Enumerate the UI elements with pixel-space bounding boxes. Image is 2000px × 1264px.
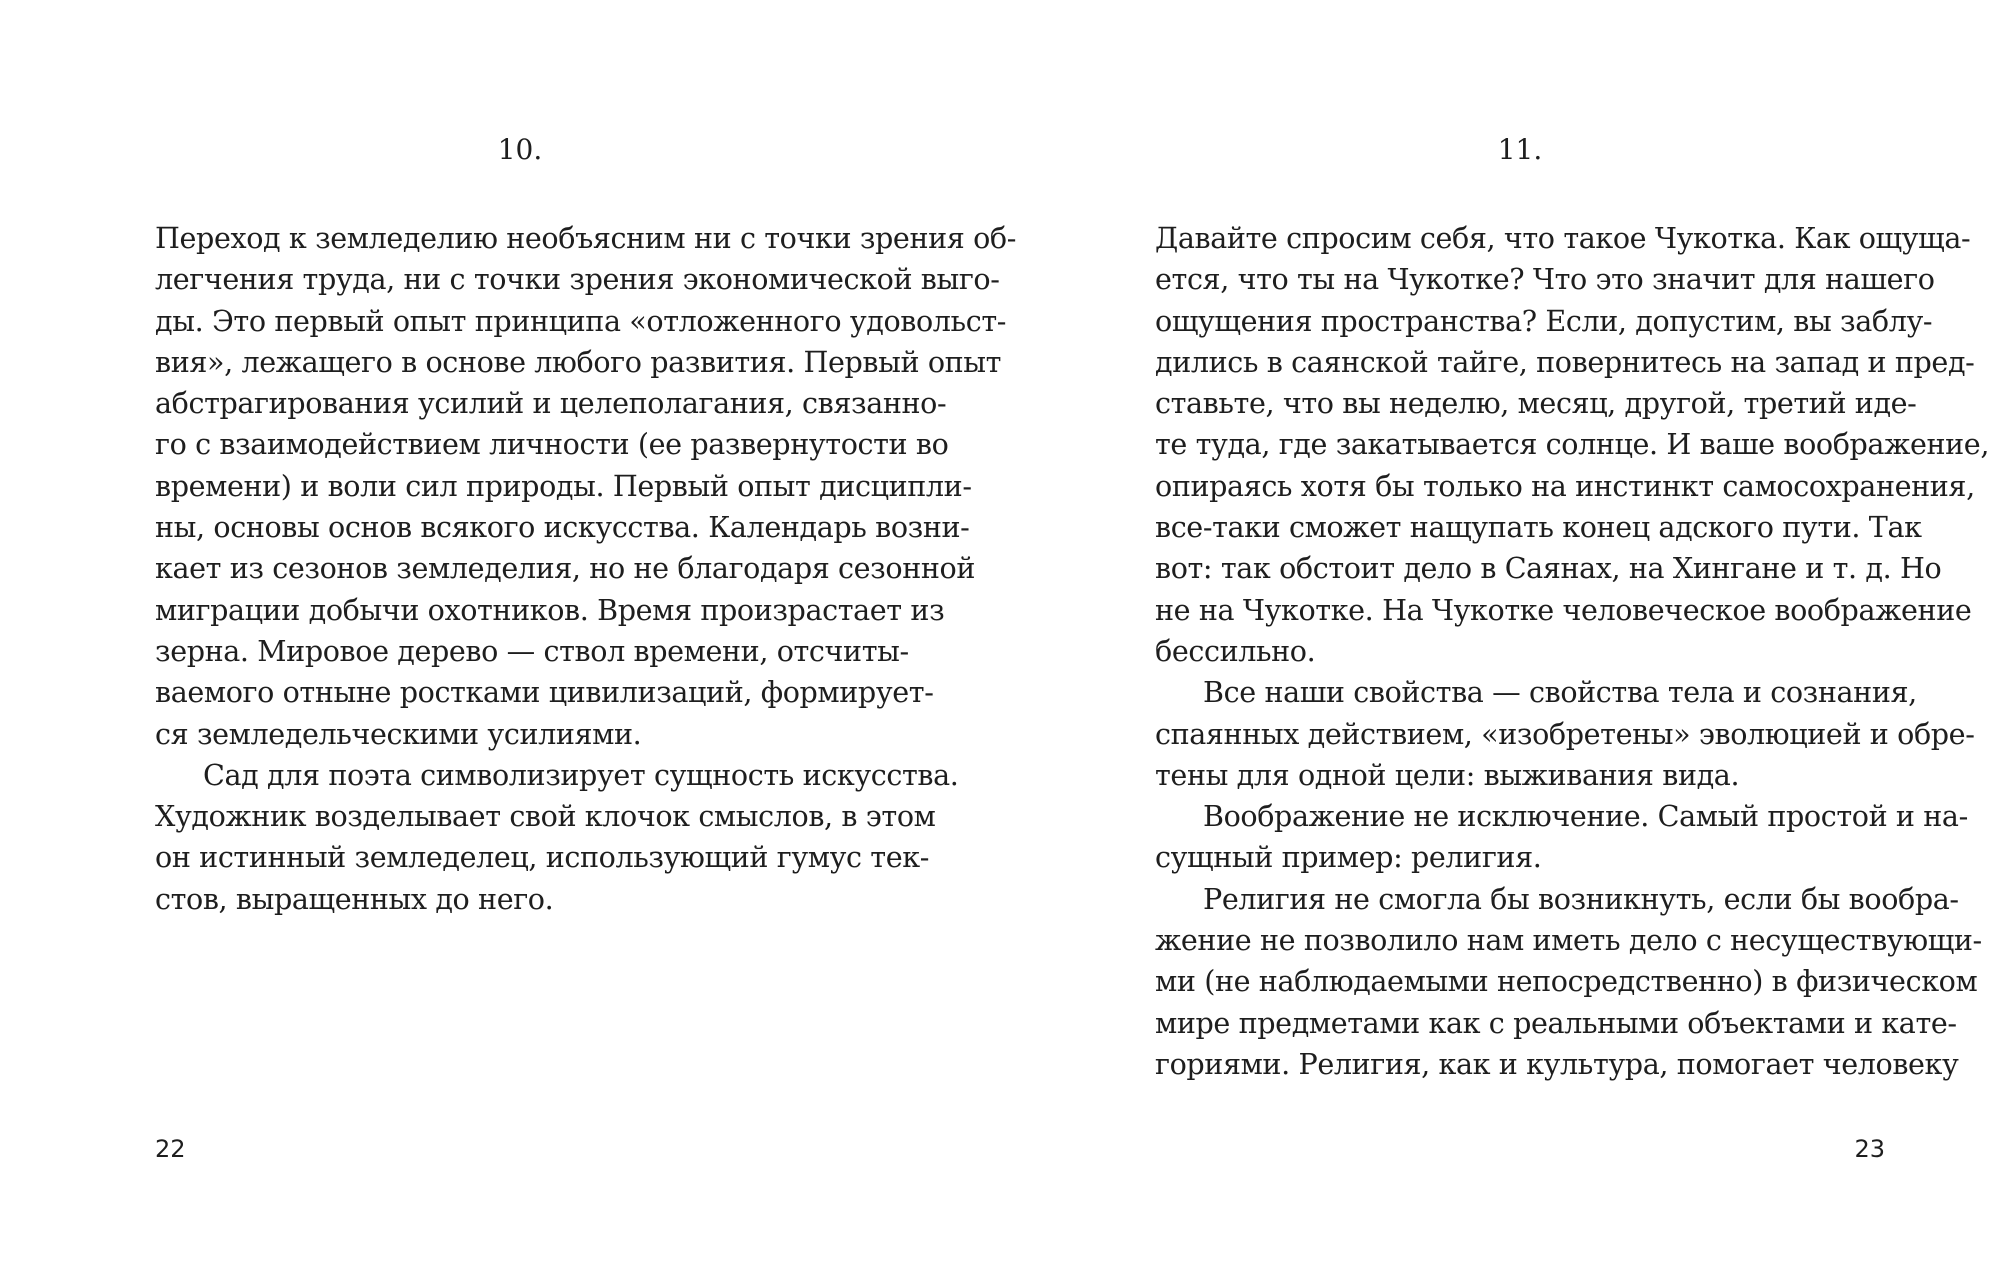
text-line: зерна. Мировое дерево — ствол времени, отсчиты- — [155, 633, 909, 668]
text-line: те туда, где закатывается солнце. И ваше воображение, — [1155, 427, 1990, 462]
text-line: Все наши свойства — свойства тела и сознания, — [1203, 675, 1917, 710]
text-line: Давайте спросим себя, что такое Чукотка. Как ощуща- — [1155, 221, 1971, 255]
text-line: сущный пример: религия. — [1155, 840, 1542, 875]
text-line: бессильно. — [1155, 633, 1316, 668]
text-line: ды. Это первый опыт принципа «отложенного удовольст- — [155, 303, 1007, 338]
body-text — [155, 218, 1016, 920]
text-line: миграции добычи охотников. Время произрастает из — [155, 592, 945, 627]
body-text — [1155, 218, 1990, 1085]
text-line: вия», лежащего в основе любого развития. Первый опыт — [155, 344, 1002, 379]
text-line: ваемого отныне ростками цивилизаций, формирует- — [155, 675, 934, 710]
text-line: Художник возделывает свой клочок смыслов, в этом — [155, 799, 936, 834]
chapter-number: 10. — [497, 133, 543, 166]
text-line: Сад для поэта символизирует сущность искусства. — [203, 757, 959, 792]
text-line: го с взаимодействием личности (ее развернутости во — [155, 427, 949, 462]
text-line: жение не позволило нам иметь дело с несуществующи- — [1155, 923, 1982, 958]
text-line: ощущения пространства? Если, допустим, вы заблу- — [1155, 303, 1933, 338]
text-line: не на Чукотке. На Чукотке человеческое воображение — [1155, 592, 1972, 627]
text-line: ся земледельческими усилиями. — [155, 716, 642, 751]
chapter-number: 11. — [1497, 133, 1543, 166]
page-number: 23 — [1854, 1135, 1885, 1163]
text-line: все-таки сможет нащупать конец адского пути. Так — [1155, 510, 1922, 545]
text-line: ми (не наблюдаемыми непосредственно) в физическом — [1155, 964, 1978, 999]
page-number: 22 — [155, 1135, 186, 1163]
text-line: ставьте, что вы неделю, месяц, другой, третий иде- — [1155, 386, 1917, 421]
text-line: ется, что ты на Чукотке? Что это значит для нашего — [1155, 262, 1935, 297]
text-line: кает из сезонов земледелия, но не благодаря сезонной — [155, 551, 975, 586]
text-line: абстрагирования усилий и целеполагания, связанно- — [155, 386, 947, 421]
text-line: мире предметами как с реальными объектами и кате- — [1155, 1005, 1957, 1040]
text-line: времени) и воли сил природы. Первый опыт дисципли- — [155, 468, 972, 503]
right-page — [1000, 0, 2000, 1264]
text-line: дились в саянской тайге, повернитесь на запад и пред- — [1155, 344, 1975, 379]
text-line: Воображение не исключение. Самый простой и на- — [1203, 799, 1968, 834]
text-line: вот: так обстоит дело в Саянах, на Хингане и т. д. Но — [1155, 551, 1942, 586]
text-line: стов, выращенных до него. — [155, 881, 554, 916]
text-line: Религия не смогла бы возникнуть, если бы вообра- — [1203, 881, 1959, 916]
text-line: легчения труда, ни с точки зрения экономической выго- — [155, 262, 1000, 297]
text-line: Переход к земледелию необъясним ни с точки зрения об- — [155, 221, 1016, 255]
text-line: тены для одной цели: выживания вида. — [1155, 757, 1740, 792]
text-line: гориями. Религия, как и культура, помогает человеку — [1155, 1046, 1959, 1081]
text-line: ны, основы основ всякого искусства. Календарь возни- — [155, 510, 970, 545]
text-line: спаянных действием, «изобретены» эволюцией и обре- — [1155, 716, 1975, 751]
text-line: опираясь хотя бы только на инстинкт самосохранения, — [1155, 468, 1975, 503]
text-line: он истинный земледелец, использующий гумус тек- — [155, 840, 929, 875]
